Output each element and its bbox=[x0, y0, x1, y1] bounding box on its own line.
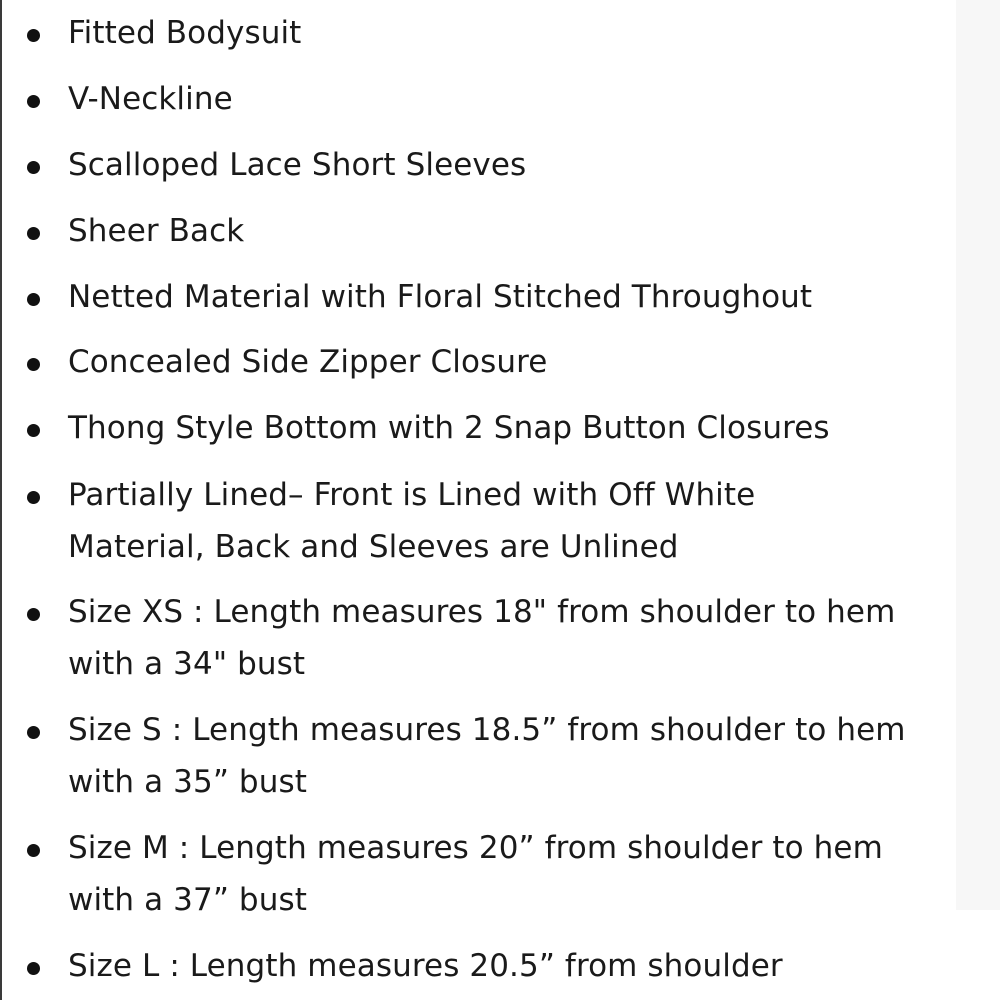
list-item-text: Concealed Side Zipper Closure bbox=[68, 344, 548, 380]
list-item-text: Netted Material with Floral Stitched Throughout bbox=[68, 279, 813, 315]
list-item-text: Material, Back and Sleeves are Unlined bbox=[68, 529, 679, 565]
right-shade bbox=[956, 0, 1000, 910]
list-item-text: Size S : Length measures 18.5” from shoulder to hem bbox=[68, 712, 906, 748]
list-item-text: Size XS : Length measures 18" from shoulder to hem bbox=[68, 594, 896, 630]
bullet-dot-icon bbox=[27, 424, 40, 437]
bullet-dot-icon bbox=[27, 608, 40, 621]
bullet-dot-icon bbox=[27, 95, 40, 108]
list-item-text: Partially Lined– Front is Lined with Off White bbox=[68, 477, 756, 513]
bullet-dot-icon bbox=[27, 161, 40, 174]
list-item-text: Scalloped Lace Short Sleeves bbox=[68, 147, 527, 183]
list-item-text: Fitted Bodysuit bbox=[68, 15, 302, 51]
list-item-text: with a 37” bust bbox=[68, 882, 307, 918]
list-item-text: with a 35” bust bbox=[68, 764, 307, 800]
list-item-text: with a 34" bust bbox=[68, 646, 306, 682]
bullet-dot-icon bbox=[27, 491, 40, 504]
list-item-text: Size L : Length measures 20.5” from shoulder bbox=[68, 948, 783, 984]
list-item-text: V-Neckline bbox=[68, 81, 233, 117]
list-item-text: Sheer Back bbox=[68, 213, 245, 249]
bullet-dot-icon bbox=[27, 227, 40, 240]
bullet-dot-icon bbox=[27, 844, 40, 857]
bullet-dot-icon bbox=[27, 293, 40, 306]
left-border bbox=[0, 0, 2, 1000]
bullet-dot-icon bbox=[27, 962, 40, 975]
list-item-text: Thong Style Bottom with 2 Snap Button Closures bbox=[68, 410, 830, 446]
bullet-dot-icon bbox=[27, 358, 40, 371]
list-item-text: Size M : Length measures 20” from shoulder to hem bbox=[68, 830, 883, 866]
bullet-dot-icon bbox=[27, 29, 40, 42]
bullet-dot-icon bbox=[27, 726, 40, 739]
